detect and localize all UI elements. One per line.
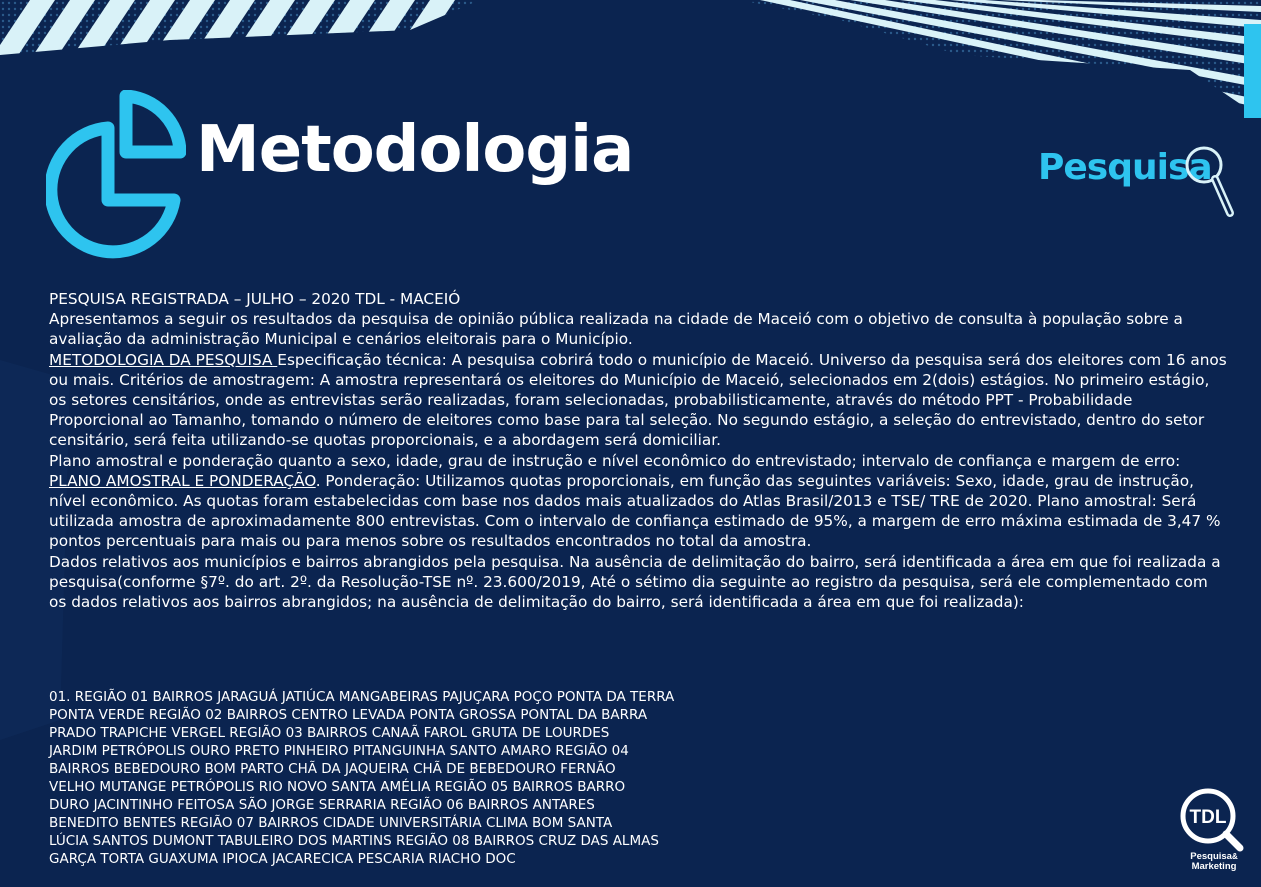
pie-chart-icon <box>46 90 186 265</box>
sampling-label: PLANO AMOSTRAL E PONDERAÇÃO <box>49 471 316 490</box>
methodology-label: METODOLOGIA DA PESQUISA <box>49 350 278 369</box>
sampling-text: . Ponderação: Utilizamos quotas proporcionais, em função das seguintes variáveis: Sexo, idade, grau de instrução, nível econômico. As quotas foram estabelecidas com base nos dados mais atualizados do Atlas Brasil/2013 e TSE/ TRE de 2020. Plano amostral: Será utilizada amostra de aproximadamente 800 entrevistas. Com o intervalo de confiança estimado de 95%, a margem de erro máxima estimada de 3,47 % pontos percentuais para mais ou para menos sobre os resultados encontrados no total da amostra. <box>49 471 1221 551</box>
methodology-body <box>49 289 1229 612</box>
list-item: DURO JACINTINHO FEITOSA SÃO JORGE SERRARIA REGIÃO 06 BAIRROS ANTARES <box>49 797 595 813</box>
tdl-logo-line2: Marketing <box>1191 861 1237 872</box>
methodology-text: Especificação técnica: A pesquisa cobrirá todo o município de Maceió. Universo da pesquisa será dos eleitores com 16 anos ou mais. Critérios de amostragem: A amostra representará os eleitores do Município de Maceió, selecionados em 2(dois) estágios. No primeiro estágio, os setores censitários, onde as entrevistas serão realizadas, foram selecionadas, probabilisticamente, através do método PPT - Probabilidade Proporcional ao Tamanho, tomando o número de eleitores como base para tal seleção. No segundo estágio, a seleção do entrevistado, dentro do setor censitário, será feita utilizando-se quotas proporcionais, e a abordagem será domiciliar. <box>49 350 1227 450</box>
tdl-logo-caption <box>1183 852 1245 872</box>
list-item: PONTA VERDE REGIÃO 02 BAIRROS CENTRO LEVADA PONTA GROSSA PONTAL DA BARRA <box>49 707 648 723</box>
intro-paragraph: Apresentamos a seguir os resultados da pesquisa de opinião pública realizada na cidade de Maceió com o objetivo de consulta à população sobre a avaliação da administração Municipal e cenários eleitorais para o Município. <box>49 310 1183 349</box>
top-right-stripes <box>740 0 1261 120</box>
tdl-logo <box>1176 782 1252 852</box>
list-item: BAIRROS BEBEDOURO BOM PARTO CHÃ DA JAQUEIRA CHÃ DE BEBEDOURO FERNÃO <box>49 761 616 777</box>
tdl-logo-line1: Pesquisa& <box>1190 851 1238 862</box>
list-item: JARDIM PETRÓPOLIS OURO PRETO PINHEIRO PITANGUINHA SANTO AMARO REGIÃO 04 <box>49 743 629 759</box>
districts-paragraph: Dados relativos aos municípios e bairros abrangidos pela pesquisa. Na ausência de delimitação do bairro, será identificada a área em que foi realizada a pesquisa(conforme §7º. do art. 2º. da Resolução-TSE nº. 23.600/2019, Até o sétimo dia seguinte ao registro da pesquisa, será ele complementado com os dados relativos aos bairros abrangidos; na ausência de delimitação do bairro, será identificada a área em que foi realizada): <box>49 552 1221 612</box>
top-left-stripes <box>0 0 480 60</box>
survey-heading: PESQUISA REGISTRADA – JULHO – 2020 TDL - MACEIÓ <box>49 290 461 308</box>
list-item: LÚCIA SANTOS DUMONT TABULEIRO DOS MARTINS REGIÃO 08 BAIRROS CRUZ DAS ALMAS <box>49 833 659 849</box>
list-item: 01. REGIÃO 01 BAIRROS JARAGUÁ JATIÚCA MANGABEIRAS PAJUÇARA POÇO PONTA DA TERRA <box>49 689 675 705</box>
magnifier-icon <box>1184 143 1238 223</box>
page-title: Metodologia <box>196 113 634 187</box>
brand-label: Pesquisa <box>1038 147 1212 188</box>
tdl-logo-mark: TDL <box>1189 807 1227 828</box>
regions-list <box>49 688 949 868</box>
list-item: BENEDITO BENTES REGIÃO 07 BAIRROS CIDADE UNIVERSITÁRIA CLIMA BOM SANTA <box>49 815 613 831</box>
methodology-paragraph <box>49 350 1229 451</box>
list-item: VELHO MUTANGE PETRÓPOLIS RIO NOVO SANTA AMÉLIA REGIÃO 05 BAIRROS BARRO <box>49 779 626 795</box>
list-item: PRADO TRAPICHE VERGEL REGIÃO 03 BAIRROS CANAÃ FAROL GRUTA DE LOURDES <box>49 725 610 741</box>
sampling-paragraph <box>49 471 1229 552</box>
list-item: GARÇA TORTA GUAXUMA IPIOCA JACARECICA PESCARIA RIACHO DOC <box>49 851 516 867</box>
sampling-intro-paragraph: Plano amostral e ponderação quanto a sexo, idade, grau de instrução e nível econômico do entrevistado; intervalo de confiança e margem de erro: <box>49 451 1181 470</box>
